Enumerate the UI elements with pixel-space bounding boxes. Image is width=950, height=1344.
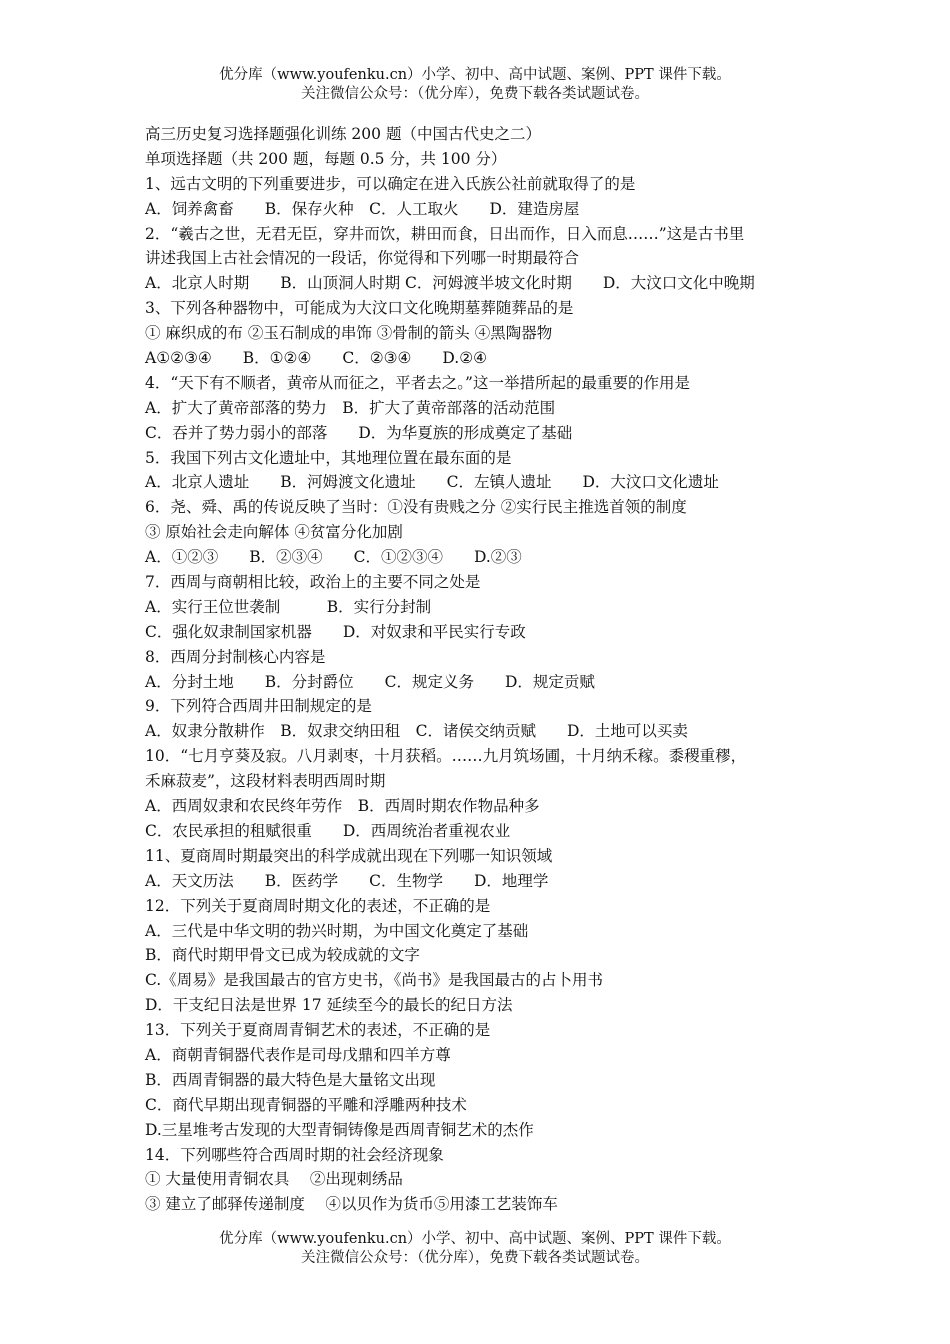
question-12-option-d: D．干支纪日法是世界 17 延续至今的最长的纪日方法: [145, 996, 513, 1015]
question-8-options: A．分封土地 B．分封爵位 C．规定义务 D．规定贡赋: [145, 672, 595, 691]
page-header: [0, 66, 950, 104]
question-14-items-2: ③ 建立了邮驿传递制度 ④以贝作为货币⑤用漆工艺装饰车: [145, 1195, 558, 1214]
question-12-option-a: A．三代是中华文明的勃兴时期，为中国文化奠定了基础: [145, 921, 529, 940]
question-3-items: ① 麻织成的布 ②玉石制成的串饰 ③骨制的箭头 ④黑陶器物: [145, 324, 553, 343]
question-13-option-d: D.三星堆考古发现的大型青铜铸像是西周青铜艺术的杰作: [145, 1120, 534, 1139]
question-13-option-a: A．商朝青铜器代表作是司母戊鼎和四羊方尊: [145, 1045, 451, 1064]
question-7-options-ab: A．实行王位世袭制 B．实行分封制: [145, 597, 432, 616]
question-12-option-c: C.《周易》是我国最古的官方史书，《尚书》是我国最古的占卜用书: [145, 971, 603, 990]
document-title: 高三历史复习选择题强化训练 200 题（中国古代史之二）: [145, 125, 541, 143]
question-6-stem: 6．尧、舜、禹的传说反映了当时：①没有贵贱之分 ②实行民主推选首领的制度: [145, 498, 687, 517]
question-10-stem-cont: 禾麻菽麦”，这段材料表明西周时期: [145, 772, 386, 791]
question-3-stem: 3、下列各种器物中，可能成为大汶口文化晚期墓葬随葬品的是: [145, 299, 574, 318]
section-instructions: 单项选择题（共 200 题，每题 0.5 分，共 100 分）: [145, 149, 507, 168]
question-4-stem: 4．“天下有不顺者，黄帝从而征之，平者去之。”这一举措所起的最重要的作用是: [145, 373, 690, 392]
question-10-stem: 10．“七月亨葵及寂。八月剥枣，十月获稻。……九月筑场圃，十月纳禾稼。黍稷重穋，: [145, 747, 747, 766]
question-1-options: A．饲养禽畜 B．保存火种 C．人工取火 D．建造房屋: [145, 199, 580, 218]
question-13-option-b: B．西周青铜器的最大特色是大量铭文出现: [145, 1070, 436, 1089]
page-footer: [0, 1230, 950, 1268]
question-11-stem: 11、夏商周时期最突出的科学成就出现在下列哪一知识领域: [145, 846, 553, 865]
question-2-options: A．北京人时期 B．山顶洞人时期 C．河姆渡半坡文化时期 D．大汶口文化中晚期: [145, 274, 755, 293]
question-7-options-cd: C．强化奴隶制国家机器 D．对奴隶和平民实行专政: [145, 622, 526, 641]
question-10-options-ab: A．西周奴隶和农民终年劳作 B．西周时期农作物品种多: [145, 797, 540, 816]
question-2-stem: 2．“羲古之世，无君无臣，穿井而饮，耕田而食，日出而作，日入而息……”这是古书里: [145, 224, 745, 243]
question-3-options: A①②③④ B．①②④ C．②③④ D.②④: [145, 349, 487, 368]
question-10-options-cd: C．农民承担的租赋很重 D．西周统治者重视农业: [145, 821, 511, 840]
question-2-stem-cont: 讲述我国上古社会情况的一段话，你觉得和下列哪一时期最符合: [145, 249, 580, 268]
question-5-stem: 5．我国下列古文化遗址中，其地理位置在最东面的是: [145, 448, 512, 467]
question-6-options: A．①②③ B．②③④ C．①②③④ D.②③: [145, 548, 522, 567]
question-4-options-cd: C．吞并了势力弱小的部落 D．为华夏族的形成奠定了基础: [145, 423, 573, 442]
footer-wechat-line: 关注微信公众号：（优分库），免费下载各类试题试卷。: [301, 1250, 649, 1266]
question-11-options: A．天文历法 B．医药学 C．生物学 D．地理学: [145, 871, 549, 890]
question-7-stem: 7．西周与商朝相比较，政治上的主要不同之处是: [145, 573, 481, 592]
document-body: [145, 122, 815, 1217]
question-9-stem: 9．下列符合西周井田制规定的是: [145, 697, 372, 716]
footer-site-line: 优分库（www.youfenku.cn）小学、初中、高中试题、案例、PPT 课件下载。: [219, 1231, 731, 1247]
question-6-items: ③ 原始社会走向解体 ④贫富分化加剧: [145, 523, 403, 542]
question-13-option-c: C．商代早期出现青铜器的平雕和浮雕两种技术: [145, 1095, 467, 1114]
question-4-options-ab: A．扩大了黄帝部落的势力 B．扩大了黄帝部落的活动范围: [145, 398, 556, 417]
question-12-stem: 12．下列关于夏商周时期文化的表述，不正确的是: [145, 896, 491, 915]
question-1-stem: 1、远古文明的下列重要进步，可以确定在进入氏族公社前就取得了的是: [145, 174, 636, 193]
question-14-items-1: ① 大量使用青铜农具 ②出现刺绣品: [145, 1170, 403, 1189]
question-14-stem: 14．下列哪些符合西周时期的社会经济现象: [145, 1145, 444, 1164]
question-8-stem: 8．西周分封制核心内容是: [145, 647, 326, 666]
question-9-options: A．奴隶分散耕作 B．奴隶交纳田租 C．诸侯交纳贡赋 D．土地可以买卖: [145, 722, 688, 741]
header-site-line: 优分库（www.youfenku.cn）小学、初中、高中试题、案例、PPT 课件下载。: [219, 67, 731, 83]
header-wechat-line: 关注微信公众号：（优分库），免费下载各类试题试卷。: [301, 86, 649, 102]
question-5-options: A．北京人遗址 B．河姆渡文化遗址 C．左镇人遗址 D．大汶口文化遗址: [145, 473, 719, 492]
question-13-stem: 13．下列关于夏商周青铜艺术的表述，不正确的是: [145, 1021, 491, 1040]
question-12-option-b: B．商代时期甲骨文已成为较成就的文字: [145, 946, 420, 965]
